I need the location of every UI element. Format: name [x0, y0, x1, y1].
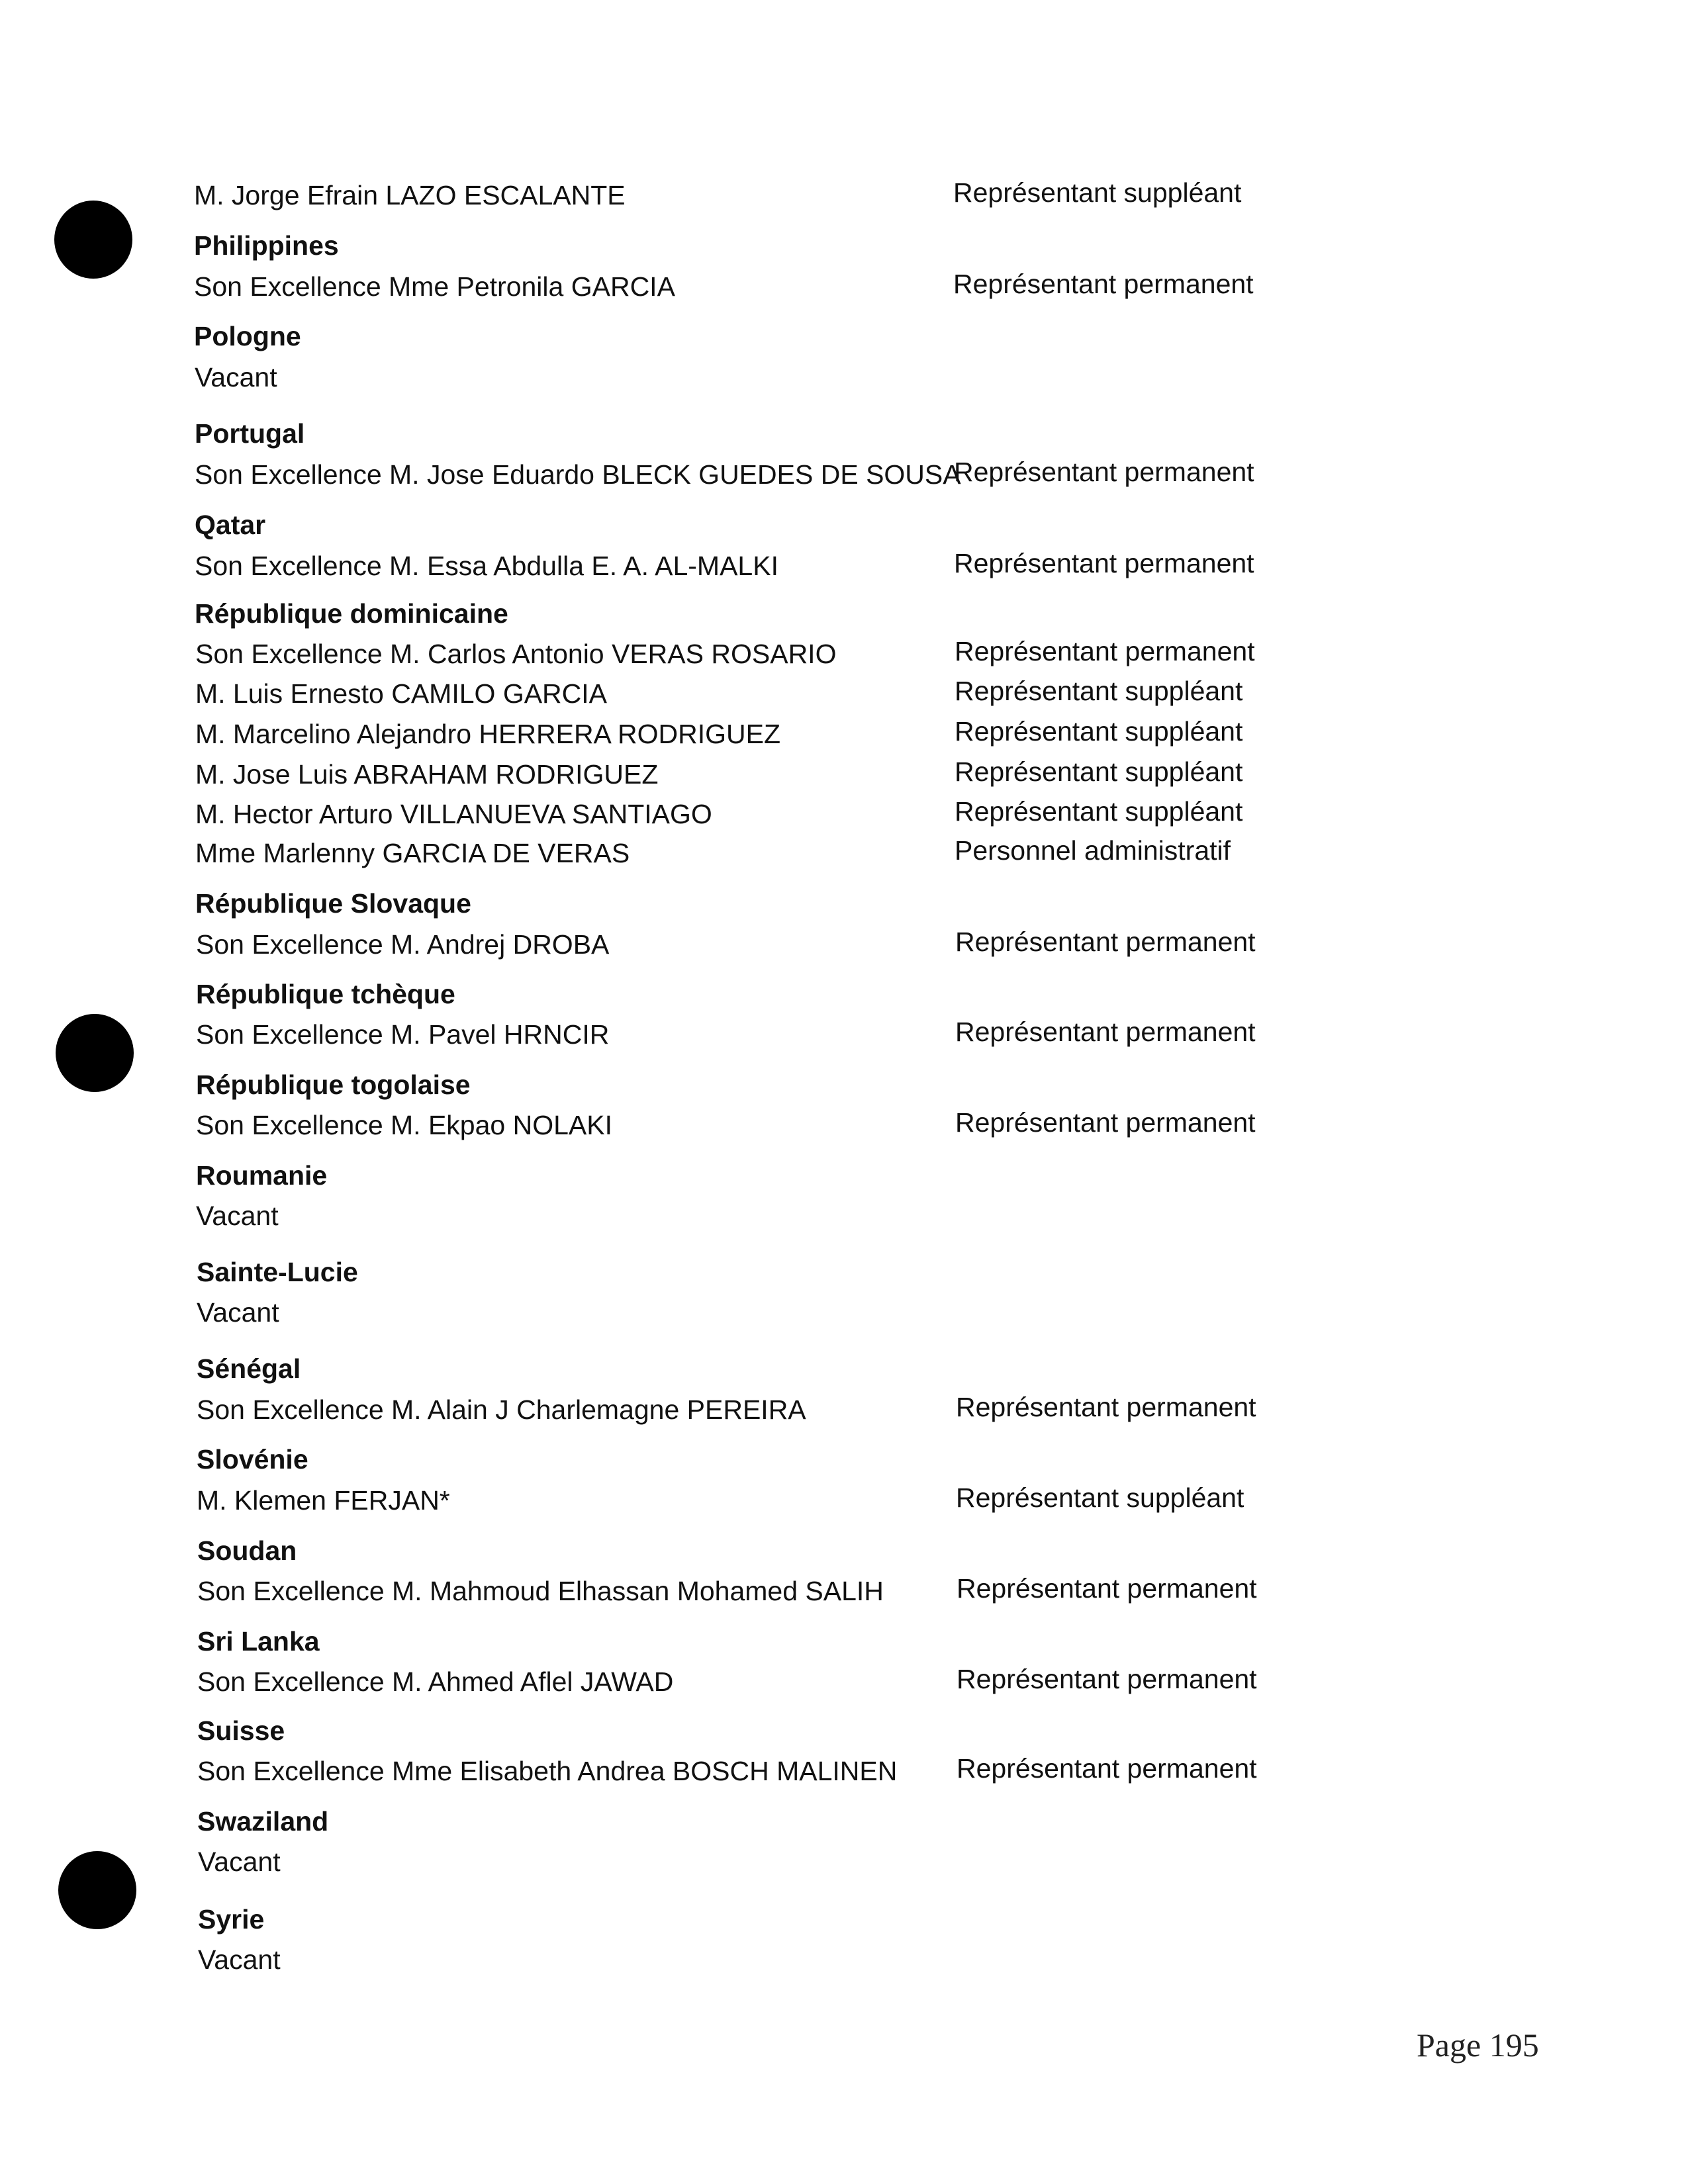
member-name: Vacant	[197, 1297, 279, 1328]
member-role: Représentant suppléant	[955, 676, 1243, 706]
country-heading: République togolaise	[196, 1069, 471, 1100]
member-name: Son Excellence M. Jose Eduardo BLECK GUEDES DE SOUSA	[195, 459, 961, 490]
member-name: M. Klemen FERJAN*	[197, 1485, 450, 1516]
country-heading: République Slovaque	[195, 888, 471, 919]
member-name: Son Excellence M. Ahmed Aflel JAWAD	[197, 1666, 674, 1697]
country-heading: Qatar	[195, 510, 266, 540]
member-role: Représentant permanent	[957, 1753, 1257, 1784]
country-heading: Sri Lanka	[197, 1626, 320, 1657]
member-name: Mme Marlenny GARCIA DE VERAS	[195, 838, 630, 868]
member-name: Vacant	[198, 1846, 281, 1877]
member-role: Représentant suppléant	[955, 796, 1243, 827]
member-role: Représentant permanent	[954, 457, 1254, 487]
country-heading: Sénégal	[197, 1353, 301, 1384]
country-heading: République dominicaine	[195, 598, 508, 629]
country-heading: Roumanie	[196, 1160, 328, 1191]
member-name: M. Jose Luis ABRAHAM RODRIGUEZ	[195, 759, 659, 790]
country-heading: Swaziland	[197, 1806, 329, 1837]
country-heading: Soudan	[197, 1535, 297, 1566]
member-name: Son Excellence M. Mahmoud Elhassan Mohamed SALIH	[197, 1576, 884, 1606]
page-number: Page 195	[1417, 2026, 1539, 2064]
member-name: Son Excellence M. Ekpao NOLAKI	[196, 1110, 612, 1140]
member-name: Son Excellence M. Carlos Antonio VERAS ROSARIO	[195, 639, 837, 669]
member-name: Vacant	[196, 1201, 279, 1231]
country-heading: République tchèque	[196, 979, 455, 1009]
member-role: Représentant permanent	[955, 927, 1256, 957]
country-heading: Suisse	[197, 1715, 285, 1746]
member-role: Représentant permanent	[953, 269, 1254, 299]
member-role: Personnel administratif	[955, 835, 1231, 866]
member-role: Représentant suppléant	[956, 1482, 1244, 1513]
member-name: Vacant	[195, 362, 277, 392]
member-name: Son Excellence M. Alain J Charlemagne PEREIRA	[197, 1394, 806, 1425]
member-name: Son Excellence M. Essa Abdulla E. A. AL-MALKI	[195, 551, 778, 581]
member-name: M. Hector Arturo VILLANUEVA SANTIAGO	[195, 799, 712, 829]
member-name: Son Excellence M. Andrej DROBA	[196, 929, 610, 960]
member-role: Représentant permanent	[957, 1573, 1257, 1604]
member-role: Représentant suppléant	[955, 756, 1243, 787]
member-role: Représentant permanent	[955, 1017, 1256, 1047]
member-name: M. Luis Ernesto CAMILO GARCIA	[195, 678, 608, 709]
member-role: Représentant permanent	[955, 636, 1255, 666]
member-role: Représentant suppléant	[955, 716, 1243, 747]
member-name: Son Excellence M. Pavel HRNCIR	[196, 1019, 610, 1050]
member-name: Son Excellence Mme Elisabeth Andrea BOSCH MALINEN	[197, 1756, 898, 1786]
member-role: Représentant permanent	[955, 1107, 1256, 1138]
member-name: Son Excellence Mme Petronila GARCIA	[194, 271, 675, 302]
country-heading: Philippines	[194, 230, 339, 261]
country-heading: Slovénie	[197, 1444, 308, 1475]
member-role: Représentant suppléant	[953, 177, 1242, 208]
member-name: M. Jorge Efrain LAZO ESCALANTE	[194, 180, 626, 210]
country-heading: Sainte-Lucie	[197, 1257, 358, 1287]
member-role: Représentant permanent	[954, 548, 1254, 578]
country-heading: Portugal	[195, 418, 305, 449]
member-name: Vacant	[198, 1944, 281, 1975]
member-role: Représentant permanent	[956, 1392, 1256, 1422]
member-name: M. Marcelino Alejandro HERRERA RODRIGUEZ	[195, 719, 781, 749]
country-heading: Syrie	[198, 1904, 265, 1934]
country-heading: Pologne	[194, 321, 301, 351]
member-role: Représentant permanent	[957, 1664, 1257, 1694]
